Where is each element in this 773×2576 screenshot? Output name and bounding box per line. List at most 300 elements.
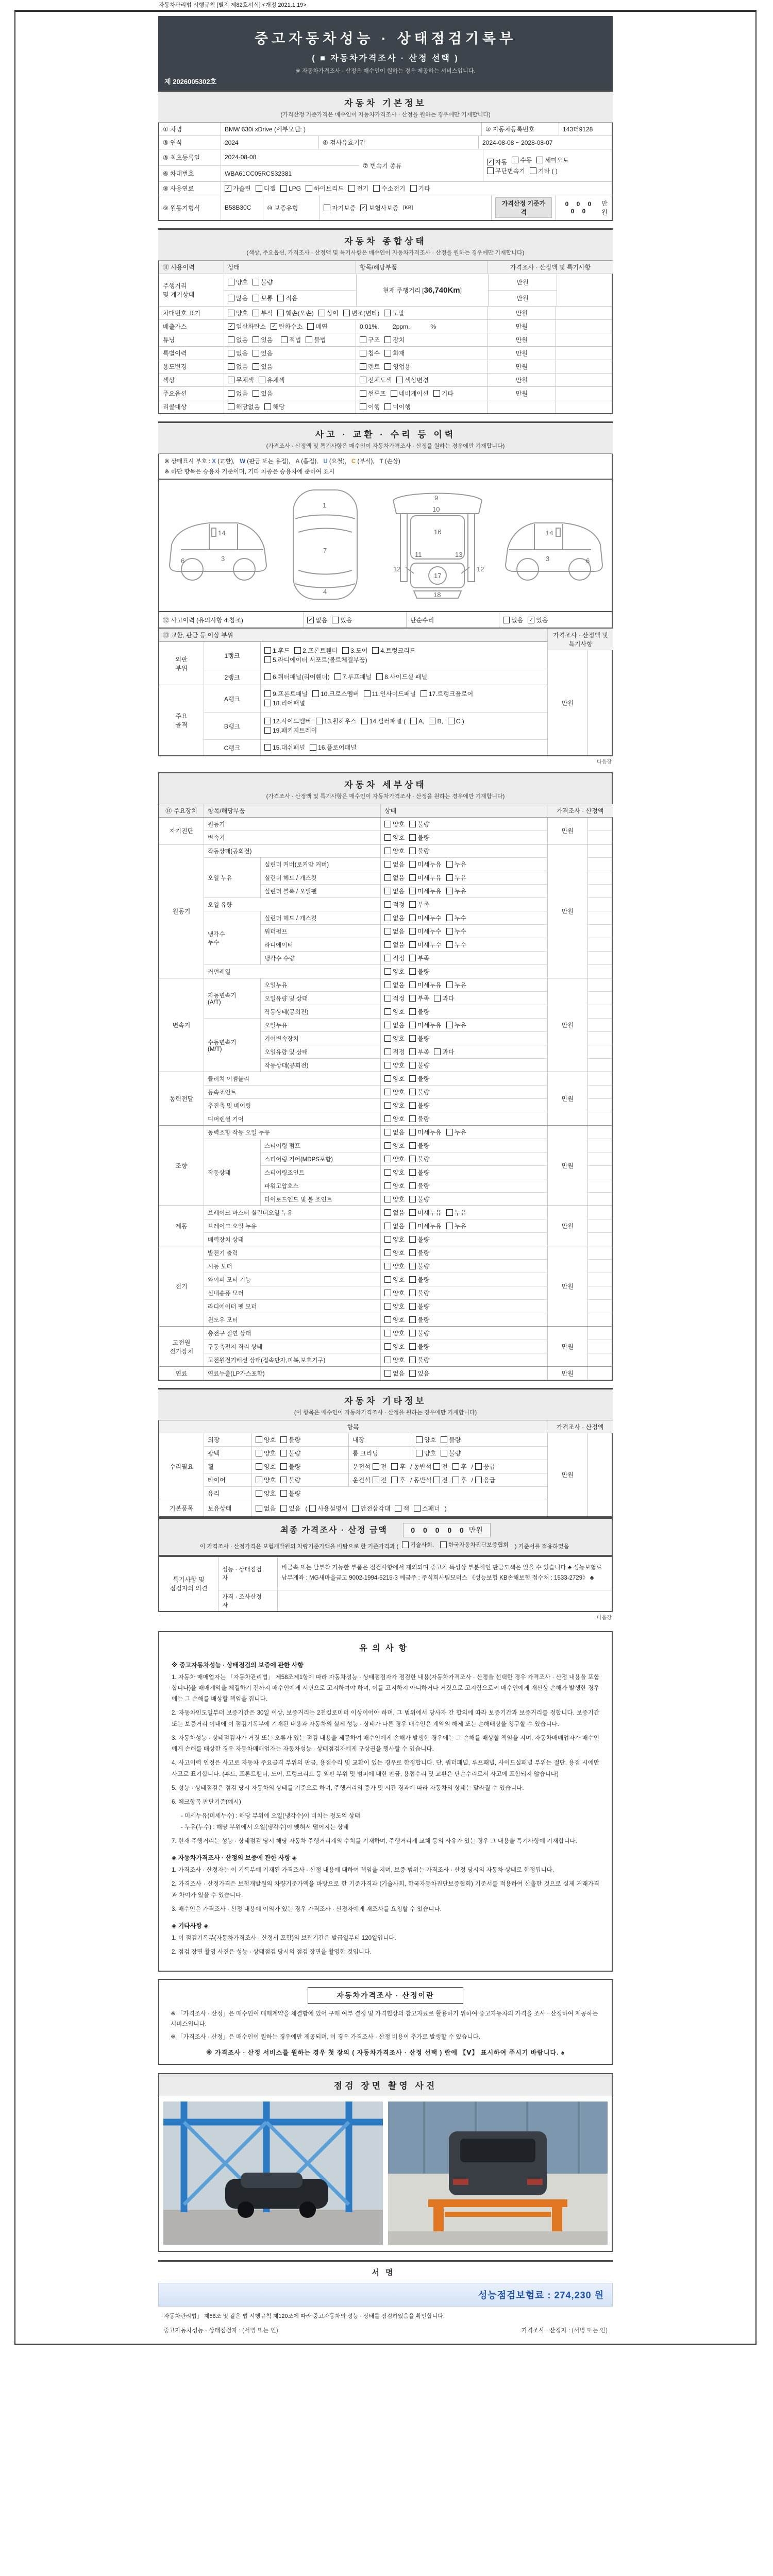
checkbox[interactable] xyxy=(264,656,271,663)
checkbox[interactable] xyxy=(395,1505,401,1512)
checkbox-option xyxy=(528,616,548,624)
checkbox[interactable] xyxy=(364,690,371,697)
checkbox[interactable] xyxy=(416,1436,423,1443)
checkbox-option xyxy=(343,309,379,317)
checkbox[interactable] xyxy=(409,1035,416,1042)
checkbox[interactable] xyxy=(416,1450,423,1456)
option-label: 부족 xyxy=(417,955,430,962)
option-label: 불량 xyxy=(417,1169,430,1176)
table-cell xyxy=(356,360,488,373)
checkbox[interactable] xyxy=(264,673,271,680)
checkbox[interactable] xyxy=(384,901,391,908)
checkbox[interactable] xyxy=(446,874,453,881)
option-label: 양호 xyxy=(393,1343,405,1350)
checkbox[interactable] xyxy=(409,1089,416,1095)
checkbox[interactable] xyxy=(409,848,416,854)
checkbox[interactable] xyxy=(433,390,440,397)
checkbox[interactable] xyxy=(446,1129,453,1136)
checkbox[interactable] xyxy=(256,1490,262,1497)
item-label: 와이퍼 모터 기능 xyxy=(204,1273,381,1286)
checkbox[interactable] xyxy=(409,1142,416,1149)
checkbox[interactable] xyxy=(409,1223,416,1229)
checkbox[interactable] xyxy=(281,336,288,343)
checkbox[interactable] xyxy=(433,1463,440,1470)
checkbox[interactable] xyxy=(264,647,271,654)
checkbox[interactable] xyxy=(253,295,259,301)
checkbox-option xyxy=(384,1195,405,1204)
price-cell: 만원 xyxy=(548,844,588,978)
checkbox[interactable] xyxy=(264,727,271,734)
checkbox[interactable] xyxy=(373,1463,379,1470)
checkbox[interactable] xyxy=(384,1236,391,1243)
option-label: 양호 xyxy=(264,1490,276,1497)
checkbox[interactable] xyxy=(309,1505,316,1512)
checkbox[interactable] xyxy=(352,1505,359,1512)
checkbox[interactable] xyxy=(409,874,416,881)
option-label: 양호 xyxy=(393,1035,405,1042)
checkbox[interactable] xyxy=(391,390,397,397)
checkbox[interactable] xyxy=(280,1505,287,1512)
checkbox[interactable] xyxy=(440,1541,447,1548)
checkbox[interactable] xyxy=(421,690,427,697)
option-label: 양호 xyxy=(393,1115,405,1123)
exchange-panel-table xyxy=(158,629,613,756)
checkbox[interactable] xyxy=(228,295,234,301)
checkbox[interactable] xyxy=(256,1450,262,1456)
option-label: 사용설명서 xyxy=(317,1505,348,1512)
checkbox[interactable] xyxy=(280,1490,287,1497)
option-label: 불량 xyxy=(417,1182,430,1190)
checkbox[interactable] xyxy=(384,834,391,841)
checkbox[interactable] xyxy=(409,1249,416,1256)
checkbox[interactable] xyxy=(448,718,455,724)
option-label: 변조(변타) xyxy=(351,310,380,317)
checkbox[interactable] xyxy=(256,185,262,192)
checkbox[interactable] xyxy=(409,1276,416,1283)
checkbox[interactable] xyxy=(384,1196,391,1202)
checkbox[interactable] xyxy=(446,928,453,935)
checkbox[interactable] xyxy=(310,744,316,751)
option-label: 불량 xyxy=(449,1450,461,1457)
checkbox-option xyxy=(384,1329,405,1337)
checkbox[interactable] xyxy=(384,1276,391,1283)
checkbox[interactable] xyxy=(409,928,416,935)
item-label: 원동기 xyxy=(204,818,381,831)
checkbox[interactable] xyxy=(384,1303,391,1310)
checkbox[interactable] xyxy=(409,1169,416,1176)
notice-heading: ※ 중고자동차성능 · 상태점검의 보증에 관한 사항 xyxy=(172,1661,304,1669)
next-page-label: 다음장 xyxy=(597,1615,612,1621)
checkbox[interactable] xyxy=(384,941,391,948)
option-label: 무채색 xyxy=(236,377,254,384)
checkbox[interactable] xyxy=(280,1477,287,1483)
checkbox[interactable] xyxy=(306,185,312,192)
option-label: 부족 xyxy=(417,995,430,1002)
checkbox[interactable] xyxy=(391,1463,398,1470)
checkbox[interactable] xyxy=(409,1263,416,1269)
option-label: 양호 xyxy=(393,1357,405,1364)
checkbox[interactable] xyxy=(475,1477,482,1483)
checkbox-option xyxy=(409,1101,429,1110)
checkbox[interactable] xyxy=(253,310,259,316)
document-number: 제 2026005302호 xyxy=(164,78,217,86)
checkbox[interactable] xyxy=(409,1290,416,1296)
checkbox[interactable] xyxy=(256,1463,262,1470)
checkbox[interactable] xyxy=(384,1169,391,1176)
checkbox[interactable] xyxy=(384,1223,391,1229)
option-label: 양호 xyxy=(393,1182,405,1190)
checkbox[interactable] xyxy=(384,1008,391,1015)
checkbox[interactable] xyxy=(384,981,391,988)
checkbox[interactable] xyxy=(372,647,379,654)
checkbox[interactable] xyxy=(228,350,234,357)
checkbox[interactable] xyxy=(342,647,349,654)
checkbox[interactable] xyxy=(429,718,435,724)
checkbox[interactable] xyxy=(409,1129,416,1136)
checkbox-option xyxy=(384,1034,405,1043)
checkbox[interactable] xyxy=(376,673,383,680)
checkbox[interactable] xyxy=(384,1129,391,1136)
checkbox-option xyxy=(446,940,466,949)
repair-item: 광택 xyxy=(204,1447,252,1460)
checkbox[interactable] xyxy=(409,1156,416,1162)
checkbox[interactable]: ✓ xyxy=(228,323,234,330)
checkbox[interactable] xyxy=(253,279,259,285)
option-label: 양호 xyxy=(393,1276,405,1283)
remarks-author: 성능 · 상태점검 자 xyxy=(219,1557,278,1590)
checkbox[interactable] xyxy=(384,1062,391,1069)
checkbox[interactable] xyxy=(360,350,366,357)
checkbox[interactable]: ✓ xyxy=(360,205,367,211)
option-label: 미세누유 xyxy=(417,888,442,895)
checkbox[interactable] xyxy=(446,888,453,894)
checkbox[interactable] xyxy=(384,1290,391,1296)
checkbox[interactable] xyxy=(360,403,366,410)
checkbox[interactable] xyxy=(433,1477,440,1483)
checkbox[interactable] xyxy=(360,377,366,383)
checkbox[interactable] xyxy=(409,888,416,894)
checkbox[interactable] xyxy=(264,403,271,410)
checkbox[interactable] xyxy=(384,336,391,343)
checkbox[interactable] xyxy=(384,363,391,370)
checkbox[interactable] xyxy=(446,1022,453,1028)
checkbox-option xyxy=(360,204,398,212)
checkbox[interactable] xyxy=(409,1022,416,1028)
checkbox[interactable] xyxy=(360,390,366,397)
checkbox[interactable] xyxy=(228,377,234,383)
section-title: 자동차 종합상태 xyxy=(344,236,427,246)
price-cell: 만원 xyxy=(548,1327,588,1366)
checkbox[interactable] xyxy=(384,310,391,316)
option-label: 전 xyxy=(442,1463,448,1470)
checkbox[interactable] xyxy=(536,157,543,163)
checkbox[interactable] xyxy=(373,1477,379,1483)
checkbox[interactable] xyxy=(409,914,416,921)
checkbox[interactable] xyxy=(253,336,259,343)
checkbox[interactable] xyxy=(409,1209,416,1216)
checkbox[interactable] xyxy=(384,1357,391,1363)
checkbox[interactable] xyxy=(256,1436,262,1443)
checkbox[interactable] xyxy=(409,1115,416,1122)
checkbox[interactable] xyxy=(280,1436,287,1443)
checkbox[interactable] xyxy=(264,718,271,724)
option-label: 하이브리드 xyxy=(313,185,344,192)
checkbox[interactable] xyxy=(259,377,265,383)
checkbox[interactable] xyxy=(396,377,403,383)
checkbox[interactable] xyxy=(410,718,417,724)
checkbox[interactable] xyxy=(360,336,366,343)
checkbox[interactable] xyxy=(316,718,323,724)
checkbox[interactable] xyxy=(384,1370,391,1377)
checkbox[interactable] xyxy=(384,1182,391,1189)
table-row: 주행거리 및 계기상태 양호 불량 많음 보통 적음 현재 주행거리 [ 36,740Km ] 만원 만원 xyxy=(159,274,612,306)
checkbox[interactable] xyxy=(348,185,355,192)
registration-number: 143더9128 xyxy=(563,126,593,133)
option-label: 상이 xyxy=(326,310,339,317)
option-label: 훼손(오손) xyxy=(285,310,314,317)
checkbox-option xyxy=(384,1074,405,1083)
option-label: 18.리어패널 xyxy=(273,700,306,707)
checkbox[interactable]: ✓ xyxy=(225,185,231,192)
checkbox-option xyxy=(409,1289,429,1297)
final-price-value: 0 0 0 0 0 만원 xyxy=(403,1523,490,1537)
table-cell xyxy=(556,400,613,413)
checkbox[interactable] xyxy=(409,1330,416,1336)
checkbox-option xyxy=(384,362,411,371)
checkbox[interactable] xyxy=(475,1463,482,1470)
checkbox[interactable] xyxy=(384,1022,391,1028)
checkbox[interactable] xyxy=(409,1316,416,1323)
checkbox[interactable] xyxy=(409,861,416,868)
checkbox[interactable] xyxy=(409,1182,416,1189)
section-note: (가격산정 기준가격은 매수인이 자동차가격조사 · 산정을 원하는 경우에만 기재합니다) xyxy=(280,112,491,118)
checkbox[interactable] xyxy=(228,310,234,316)
checkbox[interactable] xyxy=(384,1102,391,1109)
checkbox[interactable] xyxy=(409,981,416,988)
checkbox[interactable] xyxy=(343,310,350,316)
checkbox[interactable] xyxy=(384,1089,391,1095)
checkbox[interactable] xyxy=(384,928,391,935)
table-cell xyxy=(556,307,613,319)
checkbox[interactable] xyxy=(228,403,234,410)
checkbox[interactable]: ✓ xyxy=(271,323,277,330)
notice-box xyxy=(158,1631,613,1972)
checkbox[interactable]: ✓ xyxy=(307,617,314,623)
checkbox[interactable] xyxy=(264,690,271,697)
fuel-options xyxy=(221,182,613,195)
checkbox[interactable] xyxy=(294,647,301,654)
table-cell: ⑥ 차대번호 xyxy=(159,166,221,182)
table-cell: 주행거리 및 계기상태 xyxy=(159,274,224,306)
option-label: 불량 xyxy=(417,834,430,841)
section-overall xyxy=(158,228,613,261)
checkbox[interactable] xyxy=(384,995,391,1002)
checkbox[interactable] xyxy=(228,279,234,285)
checkbox[interactable]: ✓ xyxy=(487,159,494,165)
checkbox[interactable] xyxy=(446,1209,453,1216)
checkbox[interactable] xyxy=(414,1505,421,1512)
checkbox[interactable] xyxy=(384,968,391,975)
checkbox[interactable] xyxy=(409,1048,416,1055)
checkbox[interactable] xyxy=(409,834,416,841)
checkbox[interactable] xyxy=(332,617,339,623)
checkbox[interactable] xyxy=(384,1330,391,1336)
option-label: 불량 xyxy=(289,1450,301,1457)
checkbox[interactable] xyxy=(384,1115,391,1122)
checkbox-option xyxy=(409,887,441,895)
checkbox[interactable]: ✓ xyxy=(528,617,534,623)
checkbox[interactable] xyxy=(409,968,416,975)
checkbox[interactable] xyxy=(391,1477,398,1483)
svg-text:17: 17 xyxy=(434,572,442,580)
checkbox[interactable] xyxy=(409,1303,416,1310)
checkbox-option xyxy=(384,1047,405,1056)
checkbox[interactable] xyxy=(384,1075,391,1082)
checkbox[interactable] xyxy=(384,1249,391,1256)
table-cell xyxy=(556,387,613,400)
checkbox[interactable] xyxy=(384,1156,391,1162)
group-label: 수리필요 xyxy=(159,1433,204,1500)
device-label: 제동 xyxy=(159,1206,204,1246)
checkbox[interactable] xyxy=(306,336,312,343)
checkbox[interactable] xyxy=(441,1450,447,1456)
checkbox[interactable] xyxy=(512,157,518,163)
checkbox-option xyxy=(409,913,441,922)
table-cell xyxy=(499,612,613,628)
inspection-period: 2024-08-08 ~ 2028-08-07 xyxy=(482,139,553,146)
basic-info-table xyxy=(158,123,613,221)
checkbox-option xyxy=(373,184,405,193)
checkbox[interactable] xyxy=(228,336,234,343)
checkbox[interactable] xyxy=(384,861,391,868)
remarks-text: 비금속 또는 탈부착 가능한 부품은 점검사항에서 제외되며 중고차 특성상 부분적인 판금도색은 있을 수 있습니다.♣ 성능보험료 납부계좌 : MG새마을금고 9002-1994-5215-3 예금주 : 주식회사팀모터스 《성능보험 KB손해보험 접수처 : 1533-2729》 ♣ xyxy=(281,1564,602,1581)
option-label: 장치 xyxy=(393,336,405,344)
checkbox[interactable] xyxy=(373,185,380,192)
checkbox[interactable] xyxy=(441,1436,447,1443)
checkbox[interactable] xyxy=(446,861,453,868)
checkbox[interactable] xyxy=(361,718,368,724)
notice-item: - 누유(누수) : 해당 부위에서 오일(냉각수)이 맺혀서 떨어지는 상태 xyxy=(181,1824,349,1831)
option-label: 없음 xyxy=(393,888,405,895)
checkbox[interactable] xyxy=(409,1236,416,1243)
checkbox[interactable] xyxy=(360,363,366,370)
rank-label: A랭크 xyxy=(204,685,261,712)
checkbox[interactable] xyxy=(409,1102,416,1109)
checkbox[interactable] xyxy=(264,700,271,706)
checkbox[interactable] xyxy=(324,205,330,211)
table-row xyxy=(159,400,612,413)
checkbox[interactable] xyxy=(446,1223,453,1229)
checkbox[interactable] xyxy=(434,1048,441,1055)
checkbox[interactable] xyxy=(446,941,453,948)
checkbox-option xyxy=(384,309,404,317)
checkbox[interactable] xyxy=(409,1357,416,1363)
checkbox[interactable] xyxy=(409,821,416,827)
option-label: 부족 xyxy=(417,1048,430,1056)
checkbox[interactable] xyxy=(409,901,416,908)
checkbox[interactable] xyxy=(384,1343,391,1350)
checkbox[interactable] xyxy=(503,617,510,623)
checkbox[interactable] xyxy=(446,914,453,921)
checkbox[interactable] xyxy=(409,1343,416,1350)
checkbox[interactable] xyxy=(253,390,259,397)
checkbox[interactable] xyxy=(334,673,341,680)
checkbox[interactable] xyxy=(384,955,391,961)
checkbox[interactable] xyxy=(280,185,287,192)
checkbox[interactable] xyxy=(384,821,391,827)
price-survey-select: ( ■ 자동차가격조사 · 산정 선택 ) xyxy=(312,54,459,63)
checkbox[interactable] xyxy=(280,1450,287,1456)
checkbox[interactable] xyxy=(384,848,391,854)
checkbox[interactable] xyxy=(530,167,536,174)
checkbox[interactable] xyxy=(384,1048,391,1055)
checkbox[interactable] xyxy=(409,1370,416,1377)
checkbox-option xyxy=(391,1476,406,1484)
checkbox[interactable] xyxy=(228,390,234,397)
checkbox[interactable] xyxy=(307,323,314,330)
checkbox[interactable] xyxy=(253,363,259,370)
checkbox[interactable] xyxy=(409,941,416,948)
checkbox[interactable] xyxy=(434,995,441,1002)
checkbox-option xyxy=(271,322,303,331)
checkbox[interactable] xyxy=(384,914,391,921)
checkbox-option xyxy=(441,1449,461,1458)
checkbox[interactable] xyxy=(280,1463,287,1470)
checkbox-option xyxy=(228,335,248,344)
checkbox[interactable] xyxy=(409,1196,416,1202)
checkbox[interactable] xyxy=(452,1463,459,1470)
checkbox[interactable] xyxy=(402,1541,409,1548)
checkbox[interactable] xyxy=(384,1263,391,1269)
checkbox[interactable] xyxy=(409,1062,416,1069)
checkbox[interactable] xyxy=(384,1316,391,1323)
checkbox[interactable] xyxy=(384,1209,391,1216)
checkbox[interactable] xyxy=(452,1477,459,1483)
checkbox[interactable] xyxy=(264,744,271,751)
checkbox[interactable] xyxy=(409,1075,416,1082)
checkbox[interactable] xyxy=(446,981,453,988)
signature-role: 가격조사 · 산정자 : (서명 또는 인) xyxy=(521,2327,608,2334)
checkbox-option xyxy=(384,967,405,976)
item-label: 스티어링조인트 xyxy=(261,1166,381,1179)
checkbox[interactable] xyxy=(312,690,319,697)
checkbox[interactable] xyxy=(277,310,284,316)
checkbox[interactable] xyxy=(409,955,416,961)
table-cell xyxy=(356,333,488,346)
checkbox[interactable] xyxy=(487,167,494,174)
checkbox[interactable] xyxy=(384,403,391,410)
checkbox[interactable] xyxy=(384,350,391,357)
checkbox[interactable] xyxy=(256,1505,262,1512)
item-label: 구동축전지 격리 상태 xyxy=(204,1340,381,1353)
checkbox[interactable] xyxy=(410,185,417,192)
checkbox[interactable] xyxy=(256,1477,262,1483)
device-label: 연료 xyxy=(159,1367,204,1380)
checkbox-option xyxy=(360,376,392,384)
checkbox[interactable] xyxy=(253,350,259,357)
checkbox-option xyxy=(416,1435,436,1444)
checkbox[interactable] xyxy=(228,363,234,370)
checkbox[interactable] xyxy=(318,310,325,316)
checkbox[interactable] xyxy=(277,295,284,301)
checkbox[interactable] xyxy=(384,874,391,881)
checkbox[interactable] xyxy=(384,888,391,894)
checkbox[interactable] xyxy=(384,1142,391,1149)
option-label: 적법 xyxy=(289,336,301,344)
checkbox[interactable] xyxy=(384,1035,391,1042)
checkbox[interactable] xyxy=(409,1008,416,1015)
checkbox[interactable] xyxy=(409,995,416,1002)
